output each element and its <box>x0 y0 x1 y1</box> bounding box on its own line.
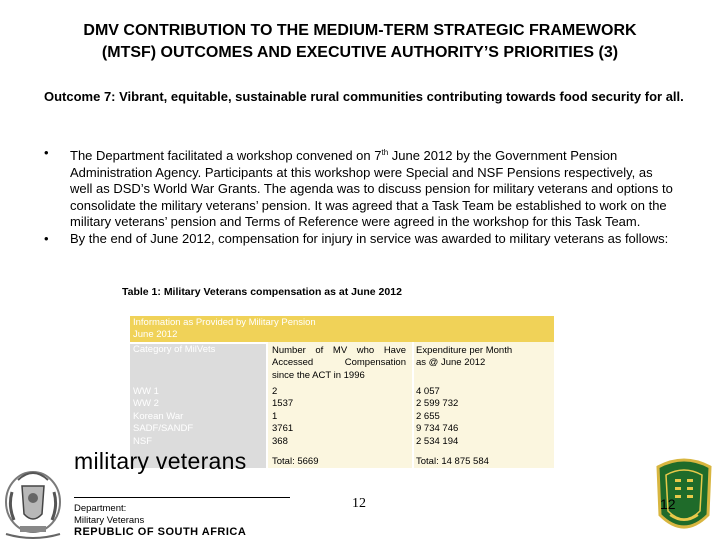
bullet-text-1b: June 2012 by the Government Pension Administration Agency. Participants at this workshop were Special and NSF Pensions respectively, as well as DSD’s World War Grants. The agenda was to discuss pension for military veterans and options to consolidate the military veterans’ pension. It was agreed that a Task Team be established to work on the military veterans’ pension and Terms of Reference were agreed in the workshop for this Task Team. <box>70 148 673 230</box>
cell-number: 1537 <box>272 398 294 410</box>
department-label <box>74 503 144 527</box>
col-header-number-line3: since the ACT in 1996 <box>272 369 365 381</box>
col-header-expenditure <box>416 345 552 370</box>
compensation-table <box>130 316 554 468</box>
cell-category: WW 1 <box>133 386 159 397</box>
cell-category: Korean War <box>133 410 184 422</box>
cell-number: 368 <box>272 435 288 447</box>
bullet-item <box>44 145 674 231</box>
page-number-center: 12 <box>352 496 366 511</box>
table-info-text <box>133 317 353 342</box>
cell-category: SADF/SANDF <box>133 423 194 435</box>
country-label: REPUBLIC OF SOUTH AFRICA <box>74 526 247 538</box>
slide-title-line2: (MTSF) OUTCOMES AND EXECUTIVE AUTHORITY’S PRIORITIES (3) <box>101 44 619 61</box>
table-row <box>130 398 554 410</box>
table-row <box>130 436 554 448</box>
bullet-text-2: By the end of June 2012, compensation for injury in service was awarded to military veterans as follows: <box>70 230 669 246</box>
cell-category: NSF <box>133 435 152 447</box>
bullet-item <box>44 231 674 248</box>
col-header-number <box>272 345 406 382</box>
cell-total-number: Total: 5669 <box>272 456 319 467</box>
bullet-dot: • <box>44 145 49 160</box>
cell-expenditure: 4 057 <box>416 386 440 397</box>
bullet-list <box>44 145 674 248</box>
page-number-right: 12 <box>660 496 676 512</box>
cell-number: 2 <box>272 386 278 397</box>
cell-expenditure: 2 534 194 <box>416 435 459 447</box>
bullet-text-1-sup: th <box>381 148 389 157</box>
brand-wordmark: military veterans <box>74 448 247 474</box>
coat-of-arms-icon <box>0 466 66 540</box>
cell-number: 3761 <box>272 423 294 435</box>
cell-total-expenditure: Total: 14 875 584 <box>416 456 489 467</box>
col-header-expenditure-line2: as @ June 2012 <box>416 357 486 369</box>
brand-underline <box>74 497 290 498</box>
col-header-category: Category of MilVets <box>133 344 216 355</box>
table-row <box>130 423 554 435</box>
cell-number: 1 <box>272 410 278 422</box>
outcome-heading: Outcome 7: Vibrant, equitable, sustainable rural communities contributing towards food security for all. <box>44 89 684 104</box>
slide-title <box>20 20 700 64</box>
table-body <box>130 386 554 448</box>
bullet-dot: • <box>44 230 49 246</box>
table-row <box>130 386 554 398</box>
table-info-line1: Information as Provided by Military Pension <box>133 317 316 328</box>
slide-title-line1: DMV CONTRIBUTION TO THE MEDIUM-TERM STRATEGIC FRAMEWORK <box>83 22 637 39</box>
cell-expenditure: 2 599 732 <box>416 398 459 410</box>
department-line2: Military Veterans <box>74 515 145 526</box>
col-header-number-line1: Number of MV who Have <box>272 345 406 356</box>
military-veterans-badge-icon <box>648 455 720 540</box>
col-header-expenditure-line1: Expenditure per Month <box>416 345 513 356</box>
table-row <box>130 411 554 423</box>
cell-expenditure: 2 655 <box>416 410 440 422</box>
department-line1: Department: <box>74 503 127 514</box>
bullet-text-1a: The Department facilitated a workshop convened on 7 <box>70 148 382 163</box>
col-header-number-line2: Accessed Compensation <box>272 357 406 369</box>
cell-category: WW 2 <box>133 398 159 410</box>
table-caption: Table 1: Military Veterans compensation as at June 2012 <box>122 286 402 298</box>
cell-expenditure: 9 734 746 <box>416 423 459 435</box>
table-info-line2: June 2012 <box>133 329 178 341</box>
